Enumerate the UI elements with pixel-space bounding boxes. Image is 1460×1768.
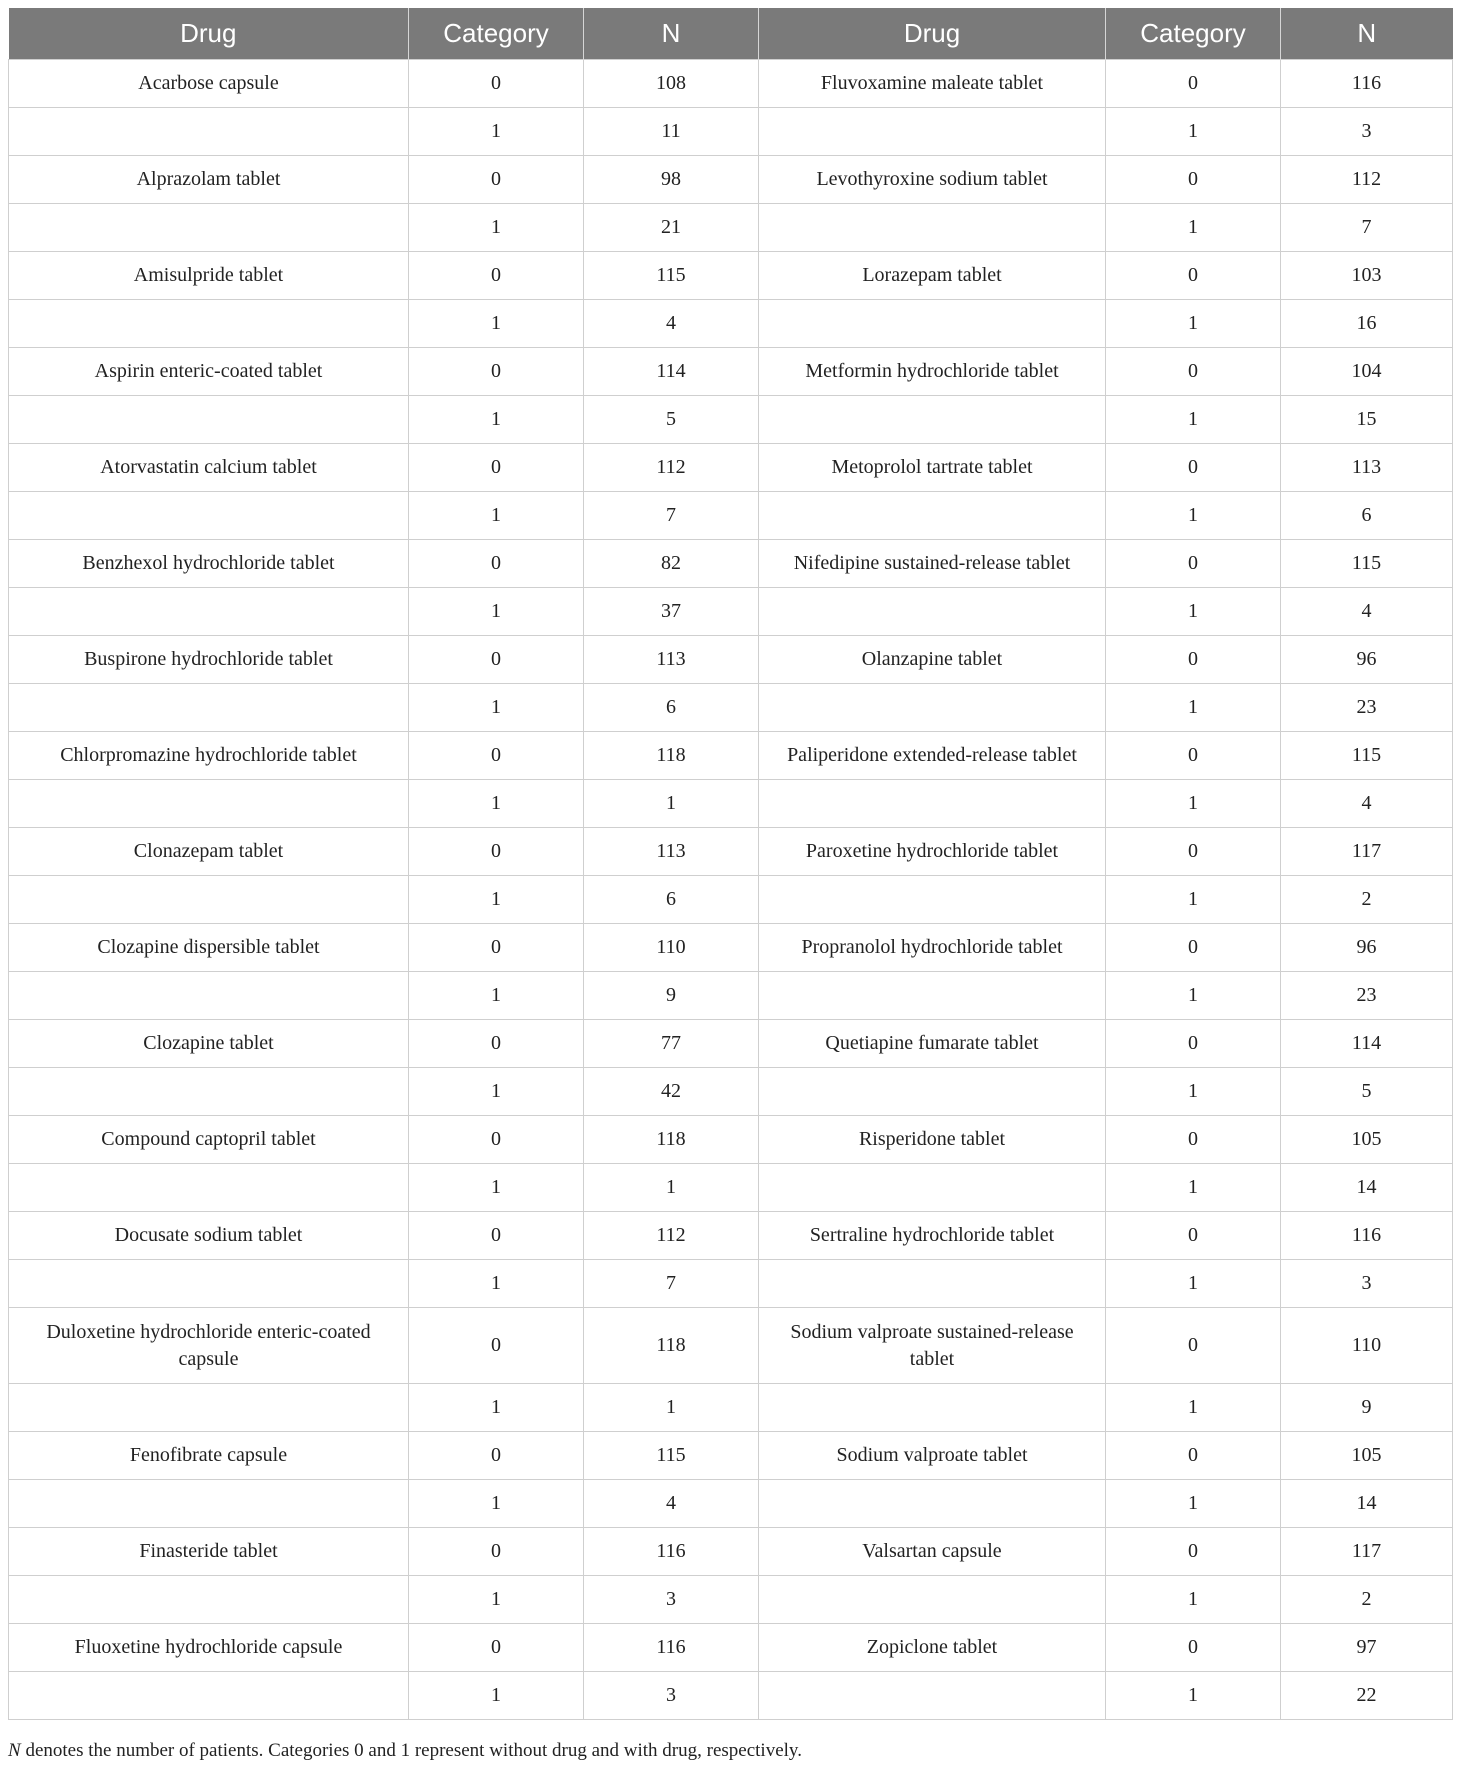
header-n-right: N xyxy=(1281,8,1453,60)
cell-n-left: 1 xyxy=(584,780,759,828)
cell-category-right: 0 xyxy=(1106,444,1281,492)
cell-drug-left xyxy=(9,1068,409,1116)
cell-n-left: 118 xyxy=(584,1308,759,1384)
cell-category-left: 0 xyxy=(409,1212,584,1260)
table-row xyxy=(9,108,1453,156)
cell-category-right: 0 xyxy=(1106,1020,1281,1068)
cell-n-left: 118 xyxy=(584,1116,759,1164)
cell-category-left: 0 xyxy=(409,1308,584,1384)
cell-category-right: 0 xyxy=(1106,732,1281,780)
cell-n-right: 117 xyxy=(1281,828,1453,876)
cell-n-left: 9 xyxy=(584,972,759,1020)
cell-drug-right xyxy=(759,1260,1106,1308)
cell-category-right: 0 xyxy=(1106,60,1281,108)
cell-drug-right: Sertraline hydrochloride tablet xyxy=(759,1212,1106,1260)
cell-n-right: 105 xyxy=(1281,1432,1453,1480)
cell-n-left: 3 xyxy=(584,1672,759,1720)
table-row xyxy=(9,1308,1453,1384)
cell-n-right: 15 xyxy=(1281,396,1453,444)
cell-drug-right: Valsartan capsule xyxy=(759,1528,1106,1576)
cell-n-right: 9 xyxy=(1281,1384,1453,1432)
cell-category-left: 1 xyxy=(409,1672,584,1720)
cell-drug-right xyxy=(759,876,1106,924)
cell-n-left: 37 xyxy=(584,588,759,636)
cell-drug-left xyxy=(9,1480,409,1528)
cell-category-right: 1 xyxy=(1106,108,1281,156)
cell-n-right: 115 xyxy=(1281,732,1453,780)
cell-n-left: 82 xyxy=(584,540,759,588)
cell-drug-right xyxy=(759,972,1106,1020)
cell-drug-right: Metformin hydrochloride tablet xyxy=(759,348,1106,396)
table-row xyxy=(9,444,1453,492)
cell-category-right: 1 xyxy=(1106,1260,1281,1308)
cell-category-left: 0 xyxy=(409,156,584,204)
cell-category-left: 1 xyxy=(409,492,584,540)
cell-n-right: 23 xyxy=(1281,684,1453,732)
cell-category-left: 1 xyxy=(409,204,584,252)
cell-n-right: 23 xyxy=(1281,972,1453,1020)
cell-category-right: 1 xyxy=(1106,1576,1281,1624)
cell-n-left: 21 xyxy=(584,204,759,252)
cell-drug-left: Acarbose capsule xyxy=(9,60,409,108)
table-row xyxy=(9,1260,1453,1308)
cell-drug-right xyxy=(759,1576,1106,1624)
cell-category-left: 1 xyxy=(409,108,584,156)
cell-drug-right: Risperidone tablet xyxy=(759,1116,1106,1164)
cell-n-left: 112 xyxy=(584,444,759,492)
table-row xyxy=(9,396,1453,444)
cell-drug-left xyxy=(9,972,409,1020)
table-row xyxy=(9,972,1453,1020)
cell-drug-right: Zopiclone tablet xyxy=(759,1624,1106,1672)
cell-category-right: 1 xyxy=(1106,876,1281,924)
cell-category-left: 0 xyxy=(409,1020,584,1068)
cell-category-left: 1 xyxy=(409,780,584,828)
table-row xyxy=(9,1212,1453,1260)
cell-category-left: 0 xyxy=(409,60,584,108)
cell-category-right: 1 xyxy=(1106,300,1281,348)
cell-category-right: 0 xyxy=(1106,1528,1281,1576)
table-row xyxy=(9,492,1453,540)
cell-drug-left: Chlorpromazine hydrochloride tablet xyxy=(9,732,409,780)
cell-n-left: 7 xyxy=(584,1260,759,1308)
cell-drug-left: Amisulpride tablet xyxy=(9,252,409,300)
header-category-right: Category xyxy=(1106,8,1281,60)
cell-drug-left xyxy=(9,108,409,156)
table-row xyxy=(9,1164,1453,1212)
cell-n-right: 103 xyxy=(1281,252,1453,300)
cell-n-right: 110 xyxy=(1281,1308,1453,1384)
cell-drug-left: Buspirone hydrochloride tablet xyxy=(9,636,409,684)
cell-n-left: 6 xyxy=(584,876,759,924)
cell-drug-left: Fenofibrate capsule xyxy=(9,1432,409,1480)
cell-drug-right xyxy=(759,780,1106,828)
cell-drug-right xyxy=(759,1480,1106,1528)
cell-n-right: 105 xyxy=(1281,1116,1453,1164)
cell-n-left: 6 xyxy=(584,684,759,732)
table-row xyxy=(9,1480,1453,1528)
table-row xyxy=(9,636,1453,684)
cell-drug-right: Fluvoxamine maleate tablet xyxy=(759,60,1106,108)
cell-n-right: 112 xyxy=(1281,156,1453,204)
cell-n-left: 42 xyxy=(584,1068,759,1116)
cell-category-right: 0 xyxy=(1106,1432,1281,1480)
table-row xyxy=(9,252,1453,300)
cell-drug-right xyxy=(759,108,1106,156)
cell-category-right: 0 xyxy=(1106,1624,1281,1672)
table-row xyxy=(9,1672,1453,1720)
cell-category-left: 1 xyxy=(409,1260,584,1308)
cell-drug-left: Fluoxetine hydrochloride capsule xyxy=(9,1624,409,1672)
table-row xyxy=(9,300,1453,348)
cell-drug-right: Olanzapine tablet xyxy=(759,636,1106,684)
cell-drug-left xyxy=(9,1260,409,1308)
footnote-symbol: N xyxy=(8,1740,21,1761)
table-row xyxy=(9,924,1453,972)
cell-drug-left: Clozapine tablet xyxy=(9,1020,409,1068)
cell-drug-left: Clonazepam tablet xyxy=(9,828,409,876)
cell-n-left: 116 xyxy=(584,1624,759,1672)
cell-category-right: 0 xyxy=(1106,828,1281,876)
cell-drug-right xyxy=(759,1068,1106,1116)
cell-category-right: 0 xyxy=(1106,1212,1281,1260)
cell-category-left: 1 xyxy=(409,1384,584,1432)
cell-drug-left: Aspirin enteric-coated tablet xyxy=(9,348,409,396)
cell-drug-left xyxy=(9,204,409,252)
cell-drug-left: Duloxetine hydrochloride enteric-coated capsule xyxy=(9,1308,409,1384)
cell-n-left: 115 xyxy=(584,1432,759,1480)
cell-n-left: 5 xyxy=(584,396,759,444)
cell-n-right: 6 xyxy=(1281,492,1453,540)
cell-n-left: 115 xyxy=(584,252,759,300)
cell-drug-left xyxy=(9,588,409,636)
cell-drug-left xyxy=(9,1672,409,1720)
cell-drug-right: Paroxetine hydrochloride tablet xyxy=(759,828,1106,876)
footnote-text: denotes the number of patients. Categories 0 and 1 represent without drug and with drug, respectively. xyxy=(20,1740,802,1761)
table-row xyxy=(9,1624,1453,1672)
cell-drug-left xyxy=(9,1164,409,1212)
cell-drug-left: Clozapine dispersible tablet xyxy=(9,924,409,972)
cell-category-left: 1 xyxy=(409,300,584,348)
drug-table xyxy=(8,8,1453,1720)
cell-n-left: 116 xyxy=(584,1528,759,1576)
cell-drug-right: Nifedipine sustained-release tablet xyxy=(759,540,1106,588)
cell-drug-left xyxy=(9,1576,409,1624)
cell-drug-left: Docusate sodium tablet xyxy=(9,1212,409,1260)
cell-drug-right xyxy=(759,588,1106,636)
cell-n-right: 16 xyxy=(1281,300,1453,348)
cell-n-right: 4 xyxy=(1281,780,1453,828)
cell-n-left: 108 xyxy=(584,60,759,108)
cell-drug-right xyxy=(759,1672,1106,1720)
cell-category-right: 0 xyxy=(1106,252,1281,300)
cell-category-right: 0 xyxy=(1106,636,1281,684)
table-row xyxy=(9,1384,1453,1432)
cell-drug-right xyxy=(759,492,1106,540)
cell-drug-left xyxy=(9,780,409,828)
cell-category-left: 0 xyxy=(409,540,584,588)
table-row xyxy=(9,204,1453,252)
cell-drug-right: Paliperidone extended-release tablet xyxy=(759,732,1106,780)
cell-n-left: 1 xyxy=(584,1384,759,1432)
cell-n-left: 113 xyxy=(584,828,759,876)
cell-drug-right xyxy=(759,1164,1106,1212)
cell-n-right: 2 xyxy=(1281,876,1453,924)
cell-category-right: 1 xyxy=(1106,1384,1281,1432)
cell-category-left: 1 xyxy=(409,1164,584,1212)
cell-category-right: 0 xyxy=(1106,1116,1281,1164)
cell-drug-left: Alprazolam tablet xyxy=(9,156,409,204)
table-row xyxy=(9,1528,1453,1576)
cell-category-right: 0 xyxy=(1106,924,1281,972)
cell-n-right: 117 xyxy=(1281,1528,1453,1576)
cell-n-right: 3 xyxy=(1281,108,1453,156)
cell-category-left: 0 xyxy=(409,252,584,300)
cell-drug-right xyxy=(759,300,1106,348)
cell-n-right: 115 xyxy=(1281,540,1453,588)
cell-category-left: 0 xyxy=(409,1528,584,1576)
cell-n-left: 110 xyxy=(584,924,759,972)
cell-category-left: 1 xyxy=(409,972,584,1020)
cell-n-right: 104 xyxy=(1281,348,1453,396)
cell-drug-right: Metoprolol tartrate tablet xyxy=(759,444,1106,492)
cell-category-left: 0 xyxy=(409,1432,584,1480)
cell-category-left: 1 xyxy=(409,588,584,636)
cell-n-left: 118 xyxy=(584,732,759,780)
table-row xyxy=(9,684,1453,732)
header-n-left: N xyxy=(584,8,759,60)
cell-drug-left xyxy=(9,492,409,540)
cell-category-right: 1 xyxy=(1106,492,1281,540)
cell-category-left: 1 xyxy=(409,1480,584,1528)
cell-drug-right: Sodium valproate sustained-release tablet xyxy=(759,1308,1106,1384)
table-row xyxy=(9,1576,1453,1624)
cell-category-right: 1 xyxy=(1106,1672,1281,1720)
cell-n-left: 11 xyxy=(584,108,759,156)
cell-drug-right xyxy=(759,684,1106,732)
cell-category-right: 0 xyxy=(1106,156,1281,204)
cell-drug-left: Finasteride tablet xyxy=(9,1528,409,1576)
cell-category-right: 0 xyxy=(1106,348,1281,396)
cell-drug-left xyxy=(9,1384,409,1432)
cell-category-left: 1 xyxy=(409,1068,584,1116)
cell-category-right: 1 xyxy=(1106,684,1281,732)
cell-category-left: 1 xyxy=(409,396,584,444)
header-drug-right: Drug xyxy=(759,8,1106,60)
header-row xyxy=(9,8,1453,60)
header-drug-left: Drug xyxy=(9,8,409,60)
cell-category-right: 1 xyxy=(1106,204,1281,252)
cell-n-right: 114 xyxy=(1281,1020,1453,1068)
cell-n-left: 113 xyxy=(584,636,759,684)
table-row xyxy=(9,1020,1453,1068)
table-row xyxy=(9,1068,1453,1116)
cell-drug-right: Quetiapine fumarate tablet xyxy=(759,1020,1106,1068)
cell-category-left: 0 xyxy=(409,828,584,876)
cell-n-right: 7 xyxy=(1281,204,1453,252)
cell-n-right: 5 xyxy=(1281,1068,1453,1116)
cell-category-left: 0 xyxy=(409,732,584,780)
cell-n-right: 96 xyxy=(1281,924,1453,972)
cell-category-left: 1 xyxy=(409,1576,584,1624)
cell-category-right: 1 xyxy=(1106,780,1281,828)
cell-n-left: 4 xyxy=(584,300,759,348)
cell-n-right: 116 xyxy=(1281,1212,1453,1260)
cell-drug-left: Compound captopril tablet xyxy=(9,1116,409,1164)
cell-category-left: 0 xyxy=(409,348,584,396)
cell-n-right: 116 xyxy=(1281,60,1453,108)
cell-drug-right xyxy=(759,204,1106,252)
cell-category-right: 0 xyxy=(1106,540,1281,588)
table-row xyxy=(9,732,1453,780)
cell-n-left: 112 xyxy=(584,1212,759,1260)
cell-n-left: 3 xyxy=(584,1576,759,1624)
cell-n-right: 96 xyxy=(1281,636,1453,684)
cell-category-left: 0 xyxy=(409,924,584,972)
cell-n-right: 22 xyxy=(1281,1672,1453,1720)
header-category-left: Category xyxy=(409,8,584,60)
cell-n-left: 98 xyxy=(584,156,759,204)
table-row xyxy=(9,1432,1453,1480)
cell-drug-right xyxy=(759,1384,1106,1432)
table-row xyxy=(9,828,1453,876)
cell-category-right: 1 xyxy=(1106,396,1281,444)
cell-category-right: 1 xyxy=(1106,972,1281,1020)
cell-drug-left xyxy=(9,876,409,924)
cell-category-left: 0 xyxy=(409,636,584,684)
table-row xyxy=(9,540,1453,588)
cell-category-left: 0 xyxy=(409,1624,584,1672)
cell-n-right: 113 xyxy=(1281,444,1453,492)
cell-category-right: 1 xyxy=(1106,1164,1281,1212)
table-row xyxy=(9,780,1453,828)
cell-category-right: 0 xyxy=(1106,1308,1281,1384)
cell-drug-right: Levothyroxine sodium tablet xyxy=(759,156,1106,204)
cell-n-right: 3 xyxy=(1281,1260,1453,1308)
cell-drug-left: Atorvastatin calcium tablet xyxy=(9,444,409,492)
cell-n-left: 4 xyxy=(584,1480,759,1528)
cell-n-right: 14 xyxy=(1281,1480,1453,1528)
table-row xyxy=(9,876,1453,924)
cell-n-right: 4 xyxy=(1281,588,1453,636)
cell-n-left: 1 xyxy=(584,1164,759,1212)
cell-drug-right: Propranolol hydrochloride tablet xyxy=(759,924,1106,972)
table-row xyxy=(9,588,1453,636)
cell-category-right: 1 xyxy=(1106,1480,1281,1528)
cell-category-left: 0 xyxy=(409,444,584,492)
cell-n-left: 77 xyxy=(584,1020,759,1068)
table-container xyxy=(8,8,1452,1720)
table-row xyxy=(9,156,1453,204)
cell-n-right: 97 xyxy=(1281,1624,1453,1672)
cell-category-right: 1 xyxy=(1106,588,1281,636)
cell-category-left: 1 xyxy=(409,876,584,924)
cell-n-left: 7 xyxy=(584,492,759,540)
table-row xyxy=(9,60,1453,108)
cell-drug-left xyxy=(9,300,409,348)
cell-n-right: 14 xyxy=(1281,1164,1453,1212)
table-row xyxy=(9,348,1453,396)
table-footnote xyxy=(8,1740,1448,1762)
table-row xyxy=(9,1116,1453,1164)
cell-n-right: 2 xyxy=(1281,1576,1453,1624)
cell-drug-left xyxy=(9,684,409,732)
cell-drug-left: Benzhexol hydrochloride tablet xyxy=(9,540,409,588)
cell-category-right: 1 xyxy=(1106,1068,1281,1116)
cell-n-left: 114 xyxy=(584,348,759,396)
cell-drug-right: Sodium valproate tablet xyxy=(759,1432,1106,1480)
cell-category-left: 0 xyxy=(409,1116,584,1164)
cell-drug-right: Lorazepam tablet xyxy=(759,252,1106,300)
cell-drug-left xyxy=(9,396,409,444)
cell-category-left: 1 xyxy=(409,684,584,732)
cell-drug-right xyxy=(759,396,1106,444)
